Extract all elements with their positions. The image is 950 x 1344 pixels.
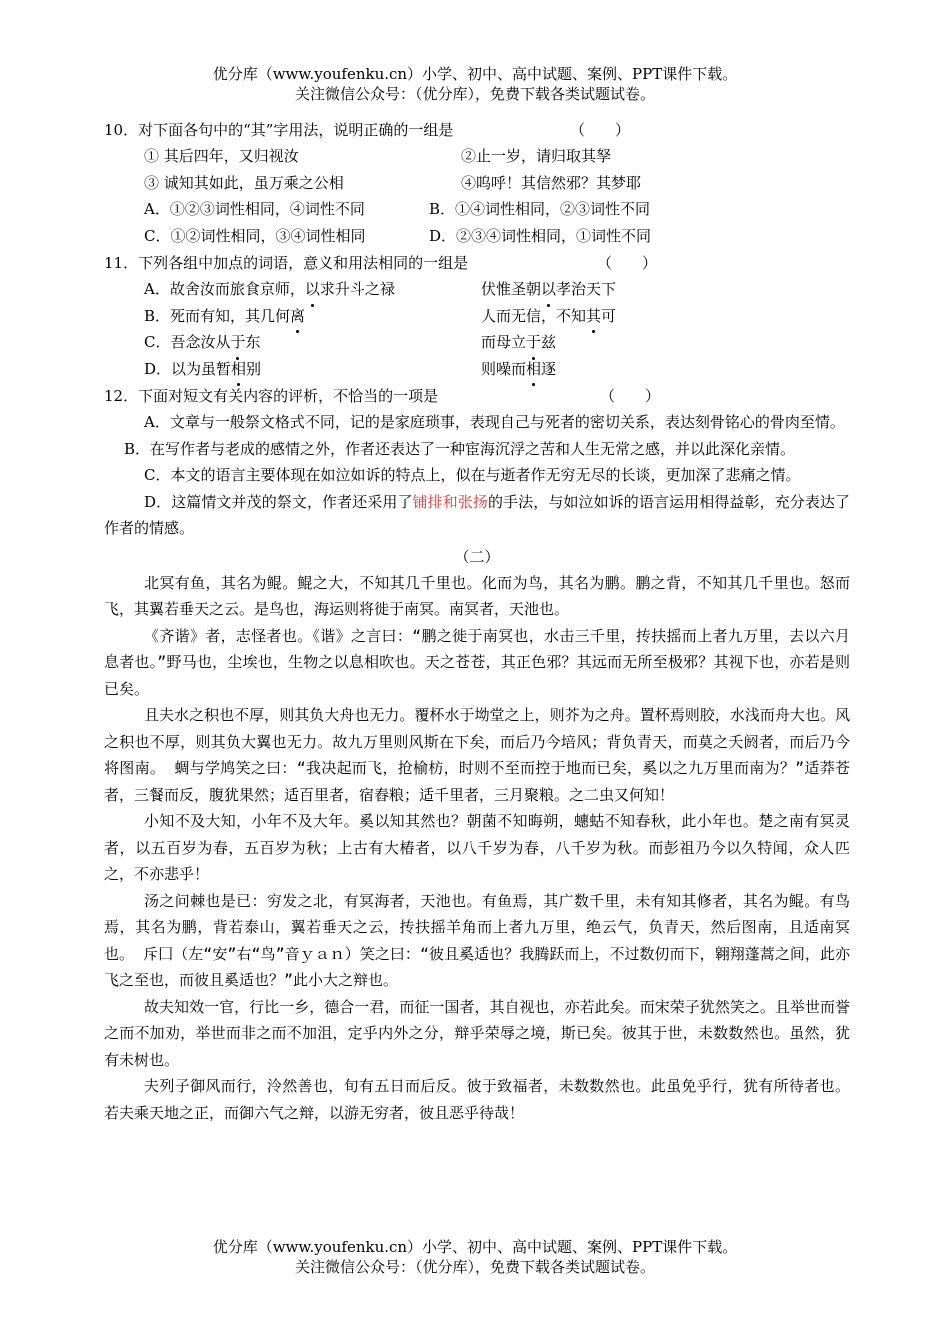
page-header (0, 64, 950, 104)
dotted-word: 以 (541, 276, 556, 303)
option-text: C．吾念汝从 (144, 333, 231, 351)
q12-option-c: C．本文的语言主要体现在如泣如诉的特点上，似在与逝者作无穷无尽的长谈，更加深了悲痛之情。 (144, 466, 801, 484)
dotted-word: 以 (305, 276, 320, 303)
essay-paragraph-5: 汤之问棘也是已：穷发之北，有冥海者，天池也。有鱼焉，其广数千里，未有知其修者，其名为鲲。有鸟焉，其名为鹏，背若泰山，翼若垂天之云，抟扶摇羊角而上者九万里，绝云气，负青天，然后图南，且适南冥也。 斥囗（左“安”右“鸟”音ｙａｎ）笑之曰：“彼且奚适也？我腾跃而上，不过数仞而下，翱翔蓬蒿之间，此亦飞之至也，而彼且奚适也？”此小大之辩也。 (104, 891, 850, 989)
essay-paragraph-3: 且夫水之积也不厚，则其负大舟也无力。覆杯水于坳堂之上，则芥为之舟。置杯焉则胶，水浅而舟大也。风之积也不厚，则其负大翼也无力。故九万里则风斯在下矣，而后乃今培风；背负青天，而莫之夭阏者，而后乃今将图南。 蜩与学鸠笑之曰：“我决起而飞，抢榆枋，时则不至而控于地而已矣，奚以之九万里而南为？”适莽苍者，三餐而反，腹犹果然；适百里者，宿舂粮；适千里者，三月聚粮。之二虫又何知！ (104, 706, 850, 804)
option-text: 可 (601, 306, 617, 325)
page-content (104, 117, 850, 1126)
dotted-word: 于 (526, 329, 541, 356)
footer-line-1: 优分库（www.youfenku.cn）小学、初中、高中试题、案例、PPT课件下载。 (212, 1238, 738, 1256)
option-text: 逐 (541, 359, 557, 378)
q10-row-4 (104, 223, 850, 250)
q11-row-c (104, 329, 850, 356)
q10-row-2 (104, 170, 850, 197)
essay-paragraph-2: 《齐谐》者，志怪者也。《谐》之言曰：“鹏之徙于南冥也，水击三千里，抟扶摇而上者九万里，去以六月息者也。”野马也，尘埃也，生物之以息相吹也。天之苍苍，其正色邪？其远而无所至极邪？其视下也，亦若是则已矣。 (104, 626, 850, 698)
answer-paren: （ ） (570, 121, 631, 139)
essay-passage (104, 570, 850, 1127)
q10-sentence-2: ②止一岁，请归取其孥 (461, 147, 612, 165)
q11-option-c (144, 329, 261, 356)
option-text: 孝治天下 (556, 280, 617, 298)
dotted-word: 离 (290, 303, 305, 330)
q11-option-a (144, 276, 395, 303)
option-text: 伏惟圣朝 (481, 280, 542, 298)
question-10 (104, 117, 850, 143)
question-10-stem: 10．对下面各句中的“其”字用法，说明正确的一组是 (104, 121, 454, 139)
dotted-word: 于 (230, 329, 245, 356)
q12-option-a: A．文章与一般祭文格式不同，记的是家庭琐事，表现自己与死者的密切关系，表达刻骨铭心的骨肉至情。 (144, 413, 845, 431)
highlighted-text: 铺排和张扬 (412, 492, 489, 511)
q11-row-a (104, 276, 850, 303)
q10-option-b: B．①④词性相同，②③词性不同 (429, 200, 651, 218)
option-text: 人而无信，不知 (481, 306, 587, 325)
q11-option-a-pair (481, 276, 616, 303)
q10-sentence-3: ③ 诚知其如此，虽万乘之公相 (144, 173, 344, 192)
question-12-stem: 12．下面对短文有关内容的评析，不恰当的一项是 (104, 387, 439, 405)
q11-option-d (144, 356, 261, 383)
option-text: 而母立 (481, 333, 527, 351)
essay-paragraph-6: 故夫知效一官，行比一乡，德合一君，而征一国者，其自视也，亦若此矣。而宋荣子犹然笑之。且举世而誉之而不加劝，举世而非之而不加沮，定乎内外之分，辩乎荣辱之境，斯已矣。彼其于世，未数数然也。虽然，犹有未树也。 (104, 997, 850, 1069)
q10-row-3 (104, 196, 850, 223)
q11-option-b (144, 303, 305, 330)
option-text: B．死而有知，其几何 (144, 306, 291, 325)
option-text: 则噪而 (481, 359, 527, 378)
q11-row-d (104, 356, 850, 383)
option-text: A．故舍汝而旅食京师， (144, 280, 305, 298)
option-text: 求升斗之禄 (319, 280, 395, 298)
dotted-word: 相 (526, 356, 541, 383)
answer-paren: （ ） (600, 387, 661, 405)
q10-option-a: A．①②③词性相同，④词性不同 (144, 200, 365, 218)
option-text: 别 (246, 359, 262, 378)
q10-sentence-1: ① 其后四年，又归视汝 (144, 147, 299, 165)
page-footer (0, 1237, 950, 1277)
question-11 (104, 250, 850, 276)
option-text: 东 (245, 333, 261, 351)
essay-paragraph-4: 小知不及大知，小年不及大年。奚以知其然也？朝菌不知晦朔，蟪蛄不知春秋，此小年也。楚之南有冥灵者，以五百岁为春，五百岁为秋；上古有大椿者，以八千岁为春，八千岁为秋。而彭祖乃今以久特闻，众人匹之，不亦悲乎！ (104, 812, 850, 883)
q11-row-b (104, 303, 850, 330)
section-title: （二） (454, 547, 500, 566)
header-line-2: 关注微信公众号：（优分库），免费下载各类试题试卷。 (294, 85, 655, 103)
essay-paragraph-7: 夫列子御风而行，泠然善也，旬有五日而后反。彼于致福者，未数数然也。此虽免乎行，犹有所待者也。 若夫乘天地之正，而御六气之辩，以游无穷者，彼且恶乎待哉！ (104, 1077, 850, 1122)
essay-paragraph-1: 北冥有鱼，其名为鲲。鲲之大，不知其几千里也。化而为鸟，其名为鹏。鹏之背，不知其几千里也。怒而飞，其翼若垂天之云。是鸟也，海运则将徙于南冥。南冥者，天池也。 (104, 573, 850, 618)
dotted-word: 相 (231, 356, 246, 383)
q10-option-c: C．①②词性相同，③④词性相同 (144, 226, 366, 245)
footer-line-2: 关注微信公众号：（优分库），免费下载各类试题试卷。 (294, 1258, 655, 1276)
q10-option-d: D．②③④词性相同，①词性不同 (429, 226, 652, 245)
question-12 (104, 383, 850, 409)
q11-option-b-pair (481, 303, 616, 330)
answer-paren: （ ） (597, 254, 658, 272)
header-line-1: 优分库（www.youfenku.cn）小学、初中、高中试题、案例、PPT课件下载。 (212, 65, 738, 83)
q12-option-d (104, 489, 850, 542)
option-text: 兹 (541, 333, 557, 351)
q10-sentence-4: ④呜呼！其信然邪？其梦耶 (461, 173, 642, 192)
q11-option-d-pair (481, 356, 556, 383)
option-text: 的手法，与如泣如诉的语言运用相得益彰，充分表达了作者的情感。 (104, 492, 850, 537)
option-text: D．以为虽暂 (144, 359, 232, 378)
q12-option-b: B．在写作者与老成的感情之外，作者还表达了一种宦海沉浮之苦和人生无常之感，并以此深化亲情。 (124, 439, 796, 458)
q11-option-c-pair (481, 329, 556, 356)
q10-row-1 (104, 143, 850, 170)
question-11-stem: 11．下列各组中加点的词语，意义和用法相同的一组是 (104, 254, 469, 272)
dotted-word: 其 (586, 303, 601, 330)
option-text: D．这篇情文并茂的祭文，作者还采用了 (144, 492, 413, 511)
